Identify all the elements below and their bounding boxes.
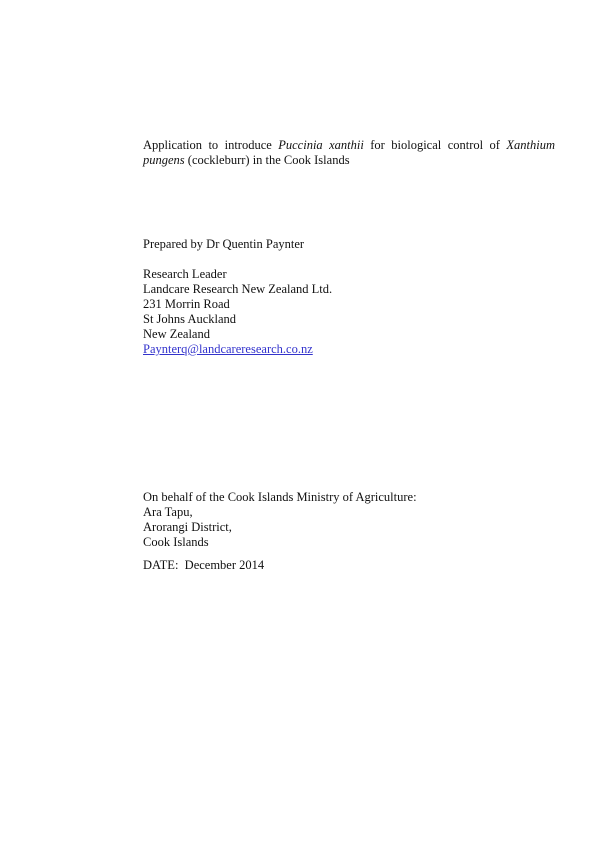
- title-segment: for biological control of: [363, 138, 507, 152]
- contact-line: Landcare Research New Zealand Ltd.: [143, 282, 333, 296]
- contact-line: St Johns Auckland: [143, 312, 237, 326]
- title-segment: Application to introduce: [143, 138, 279, 152]
- contact-line: Research Leader: [143, 267, 227, 281]
- title-line-1: [143, 138, 555, 153]
- on-behalf-line: Arorangi District,: [143, 520, 232, 534]
- title-segment: pungens: [143, 153, 185, 167]
- on-behalf-line: On behalf of the Cook Islands Ministry of Agriculture:: [143, 490, 417, 504]
- title-segment: Xanthium: [506, 138, 555, 152]
- on-behalf-line: Ara Tapu,: [143, 505, 193, 519]
- prepared-by-line: Prepared by Dr Quentin Paynter: [143, 237, 305, 251]
- contact-block: [143, 267, 555, 357]
- email-link[interactable]: Paynterq@landcareresearch.co.nz: [143, 342, 313, 356]
- title-segment: Puccinia xanthii: [278, 138, 364, 152]
- title-segment: (cockleburr) in the Cook Islands: [184, 153, 350, 167]
- contact-line: 231 Morrin Road: [143, 297, 230, 311]
- on-behalf-lines: [143, 490, 555, 550]
- date-line: DATE: December 2014: [143, 558, 265, 572]
- on-behalf-line: Cook Islands: [143, 535, 209, 549]
- on-behalf-block: [143, 490, 555, 550]
- contact-lines: [143, 267, 555, 342]
- document-title: [143, 138, 555, 168]
- contact-line: New Zealand: [143, 327, 210, 341]
- title-line-2: [143, 153, 555, 168]
